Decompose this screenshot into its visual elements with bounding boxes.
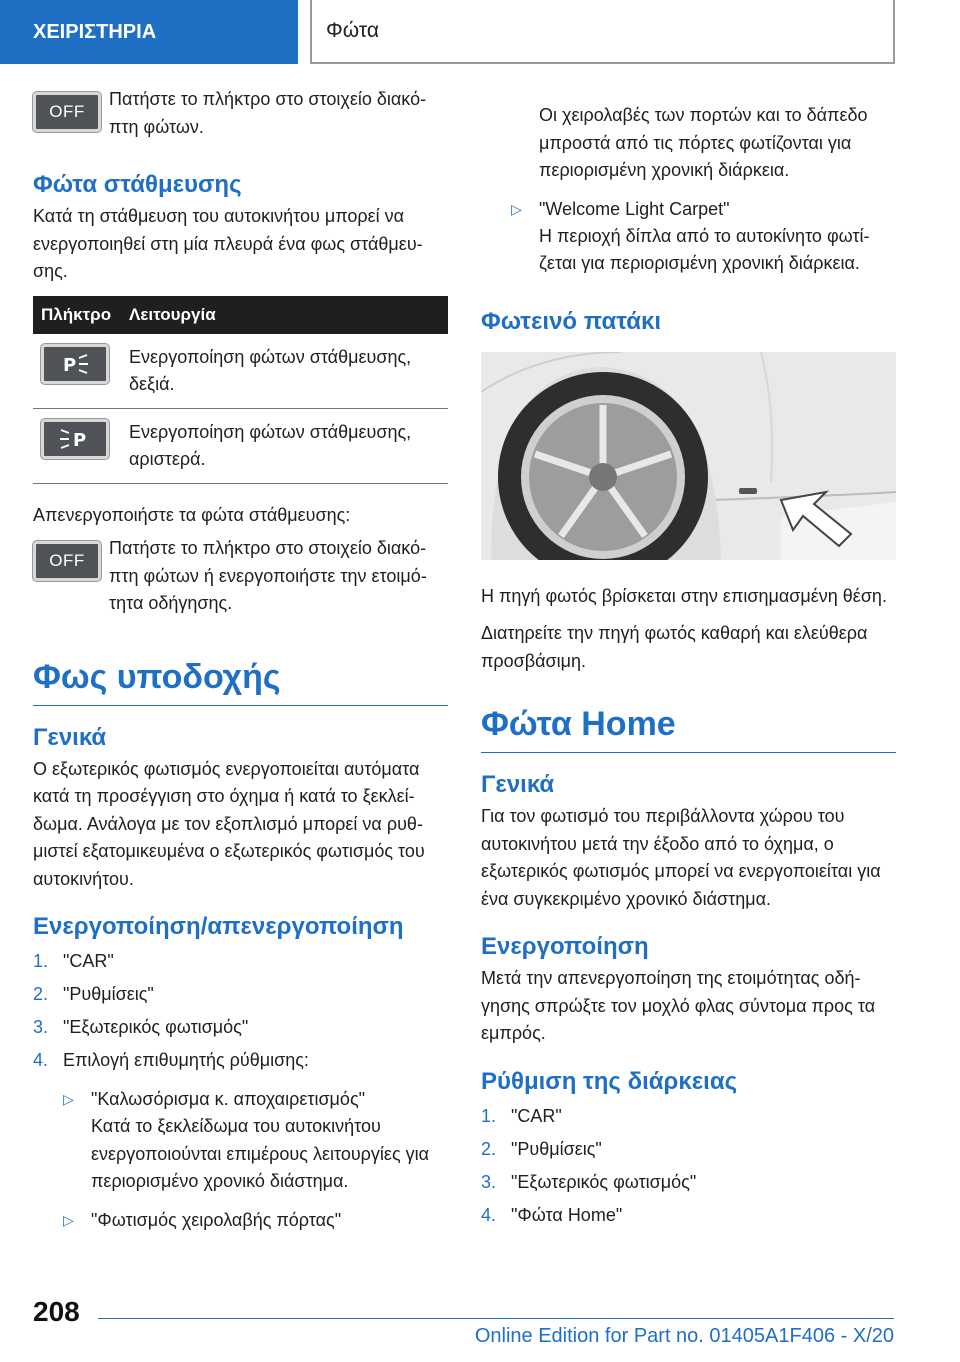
car-wheel-illustration [481, 352, 896, 560]
home-general-heading: Γενικά [481, 771, 555, 798]
puddle-light-heading: Φωτεινό πατάκι [481, 307, 662, 335]
welcome-light-heading: Φως υποδοχής [33, 658, 448, 706]
off-instruction [33, 90, 448, 151]
list-item: 4. "Φώτα Home" [481, 1204, 623, 1225]
list-item: 1. "CAR" [481, 1105, 562, 1126]
triangle-icon: ▷ [511, 200, 522, 217]
parking-lights-text: Κατά τη στάθμευση του αυτοκινήτου μπορεί να ενεργοποιηθεί στη μία πλευρά ένα φως στάθμευσης. [33, 206, 423, 281]
general-heading: Γενικά [33, 723, 107, 751]
sub-option-carpet: ▷ "Welcome Light Carpet" [511, 195, 896, 223]
sub-option-welcome-text: Κατά το ξεκλείδωμα του αυτοκινήτου ενεργοποιούνται επιμέρους λειτουργίες για περιορισμένο χρονικό διάστημα. [91, 1116, 430, 1191]
parking-lights-heading: Φώτα στάθμευσης [33, 171, 242, 198]
topic-header: Φώτα [310, 0, 895, 64]
duration-heading: Ρύθμιση της διάρκειας [481, 1067, 738, 1095]
sub-option-carpet-text: Η περιοχή δίπλα από το αυτοκίνητο φωτίζεται για περιορισμένη χρονική διάρκεια. [539, 225, 870, 273]
table-header-function: Λειτουργία [121, 296, 448, 334]
deactivate-text: Απενεργοποιήστε τα φώτα στάθμευσης: [33, 504, 351, 525]
table-header-key: Πλήκτρο [33, 296, 121, 334]
list-item: 2. "Ρυθμίσεις" [481, 1138, 602, 1159]
activation-heading: Ενεργοποίηση [481, 933, 649, 960]
footer-edition: Online Edition for Part no. 01405A1F406 - X/20 [98, 1318, 894, 1348]
deactivate-step [33, 539, 448, 628]
right-column [481, 102, 896, 1240]
list-item: 4. Επιλογή επιθυμητής ρύθμισης: [33, 1050, 309, 1070]
puddle-text-2: Διατηρείτε την πηγή φωτός καθαρή και ελεύθερα προσβάσιμη. [481, 623, 868, 671]
puddle-text-1: Η πηγή φωτός βρίσκεται στην επισημασμένη θέση. [481, 585, 887, 606]
list-item: 3. "Εξωτερικός φωτισμός" [33, 1017, 249, 1037]
parking-keys-table [33, 296, 448, 484]
svg-text:P: P [63, 354, 77, 376]
parking-right-text: Ενεργοποίηση φώτων στάθμευσης, δεξιά. [121, 334, 448, 409]
deactivate-step-text: Πατήστε το πλήκτρο στο στοιχείο διακόπτη φώτων ή ενεργοποιήστε την ετοιμότητα οδήγησης. [109, 538, 427, 613]
off-key-icon: OFF [33, 92, 101, 132]
sub-option-welcome: ▷ "Καλωσόρισμα κ. αποχαιρετισμός" [63, 1085, 448, 1113]
parking-left-text: Ενεργοποίηση φώτων στάθμευσης, αριστερά. [121, 408, 448, 483]
home-lights-heading: Φώτα Home [481, 705, 896, 753]
table-row [33, 334, 448, 409]
general-text: Ο εξωτερικός φωτισμός ενεργοποιείται αυτόματα κατά τη προσέγγιση στο όχημα ή κατά το ξεκλείδωμα. Ανάλογα με τον εξοπλισμό μπορεί να ρυθμιστεί εξατομικευμένα ο εξωτερικός φωτισμός του αυτοκινήτου. [33, 758, 425, 889]
list-item: 3. "Εξωτερικός φωτισμός" [481, 1171, 697, 1192]
parking-left-key-icon [41, 419, 109, 459]
svg-text:P: P [73, 429, 87, 451]
off-key-icon: OFF [33, 541, 101, 581]
list-item: 2. "Ρυθμίσεις" [33, 984, 154, 1004]
off-instruction-text: Πατήστε το πλήκτρο στο στοιχείο διακόπτη φώτων. [109, 89, 427, 137]
table-row [33, 408, 448, 483]
home-general-text: Για τον φωτισμό του περιβάλλοντα χώρου του αυτοκινήτου μετά την έξοδο από το όχημα, ο εξωτερικός φωτισμός μπορεί να ενεργοποιείται για ένα συγκεκριμένο χρονικό διάστημα. [481, 806, 881, 909]
sub-option-handle: ▷ "Φωτισμός χειρολαβής πόρτας" [63, 1206, 448, 1234]
left-column [33, 90, 448, 1234]
parking-right-key-icon [41, 344, 109, 384]
onoff-steps [33, 945, 448, 1077]
list-item: 1. "CAR" [33, 951, 114, 971]
duration-steps [481, 1100, 896, 1232]
triangle-icon: ▷ [63, 1211, 74, 1228]
triangle-icon: ▷ [63, 1091, 74, 1107]
activation-text: Μετά την απενεργοποίηση της ετοιμότητας οδήγησης σπρώξτε τον μοχλό φλας σύντομα προς τα εμπρός. [481, 968, 876, 1043]
onoff-heading: Ενεργοποίηση/απενεργοποίηση [33, 913, 404, 940]
section-tab: ΧΕΙΡΙΣΤΗΡΙΑ [0, 0, 298, 64]
sub-option-handle-text: Οι χειρολαβές των πορτών και το δάπεδο μπροστά από τις πόρτες φωτίζονται για περιορισμένη χρονική διάρκεια. [539, 105, 868, 180]
page-number: 208 [33, 1296, 80, 1327]
